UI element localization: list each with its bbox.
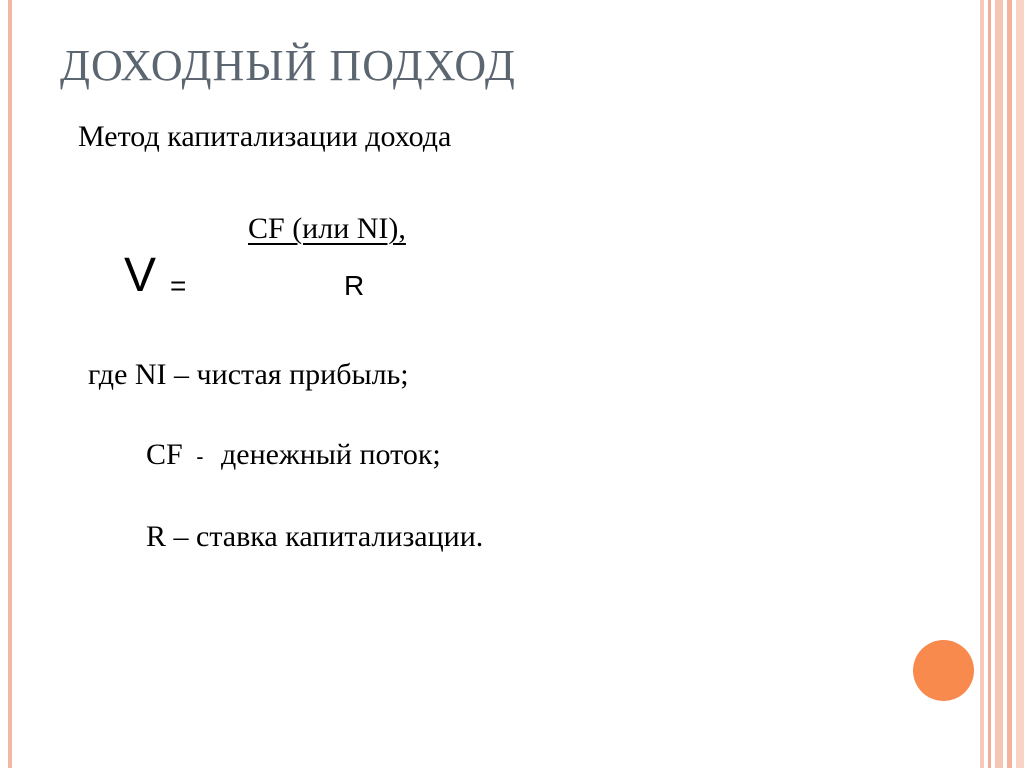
stripe [995,0,1003,768]
slide-subtitle: Метод капитализации дохода [78,120,452,153]
definition-cf-term: CF [146,438,183,471]
right-decorative-stripes [980,0,1024,768]
slide-title: ДОХОДНЫЙ ПОДХОД [60,41,516,90]
stripe [980,0,984,768]
definition-ni: где NI – чистая прибыль; [88,358,409,391]
formula-variable: V [124,249,157,302]
left-border-line [8,0,12,768]
formula-numerator: CF (или NI), [248,212,406,245]
definition-cf [146,438,441,472]
stripe [1007,0,1012,768]
definition-r: R – ставка капитализации. [146,520,484,553]
definition-cf-dash: - [196,444,204,469]
definition-cf-meaning: денежный поток; [221,438,441,471]
formula-denominator: R [344,270,365,301]
stripe [1016,0,1024,768]
orange-circle-decoration [913,640,974,701]
stripe [988,0,991,768]
formula-equals-sign: = [170,270,187,301]
